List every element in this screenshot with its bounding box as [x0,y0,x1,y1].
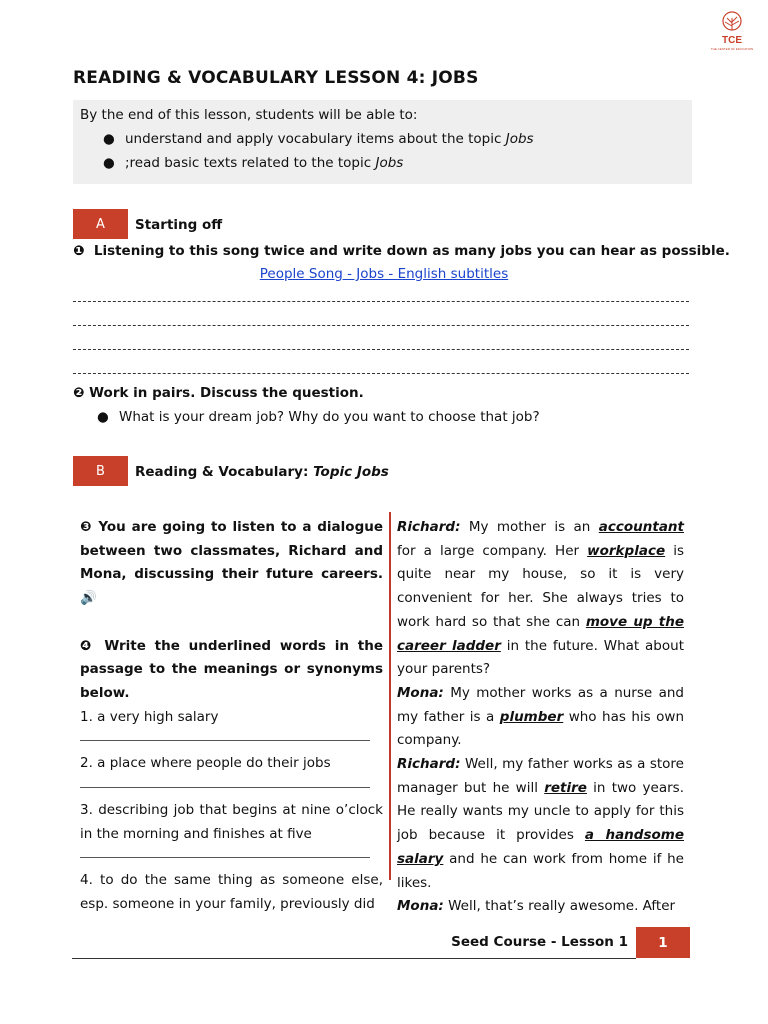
vocab-word: accountant [598,519,684,535]
speaker-name: Mona: [397,898,444,915]
logo-text: TCE [722,35,742,46]
dialogue-text: who has his own company. [397,708,684,749]
answer-line[interactable] [73,325,689,326]
section-b-heading [135,464,389,480]
objectives-box [73,100,692,184]
answer-line[interactable] [73,373,689,374]
question-number: ❷ [73,385,85,401]
dialogue-text: for a large company. Her [397,542,588,559]
dialogue-text: My mother is an [460,519,599,535]
bullet-icon: ● [97,409,109,425]
column-divider [389,512,391,880]
objective-topic: Jobs [375,155,404,171]
dialogue-line [397,895,684,919]
section-b-topic: Topic Jobs [313,464,389,480]
discussion-question: What is your dream job? Why do you want to choose that job? [119,409,540,425]
dialogue-line [397,682,684,753]
dialogue-line [397,753,684,895]
answer-line[interactable] [80,857,370,858]
page-number: 1 [636,927,690,958]
question-text: Write the underlined words in the passage to the meanings or synonyms below. [80,637,383,701]
bullet-icon: ● [103,155,115,171]
question-text: Listening to this song twice and write down as many jobs you can hear as possible. [93,243,730,259]
dialogue-text: and he can work from home if he likes. [397,850,684,891]
speaker-name: Mona: [397,684,444,701]
question-1 [73,243,730,259]
section-b-badge: B [73,456,128,486]
dialogue-text: in two years. He really wants my uncle to apply for this job because it provides [397,779,685,844]
question-3 [80,516,383,611]
answer-line[interactable] [80,740,370,741]
footer-line [72,958,636,959]
dialogue-text: in the future. What about your parents? [397,637,684,678]
answer-line[interactable] [73,301,689,302]
question-2 [73,385,364,401]
dialogue-text: My mother works as a nurse and my father is a [397,684,684,725]
bullet-icon: ● [103,131,115,147]
answer-line[interactable] [73,349,689,350]
meaning-item: 4. to do the same thing as someone else, esp. someone in your family, previously did [80,872,383,913]
vocab-word: a handsome salary [397,827,684,867]
exercise-column [80,516,383,917]
dialogue-line [397,516,684,682]
answer-line[interactable] [80,787,370,788]
question-text: You are going to listen to a dialogue between two classmates, Richard and Mona, discussing their future careers. [80,519,383,583]
dialogue-text: Well, that’s really awesome. After [443,898,676,915]
section-a-badge: A [73,209,128,239]
vocab-word: plumber [499,708,564,725]
song-link[interactable]: People Song - Jobs - English subtitles [259,266,509,282]
question-number: ❶ [73,243,85,259]
vocab-word: workplace [587,542,666,559]
logo-tagline: THE CENTER OF EDUCATION [710,47,754,51]
vocab-word: retire [544,779,587,796]
vocab-word: move up the career ladder [397,613,684,654]
speaker-icon[interactable]: 🔊 [80,590,97,607]
meaning-item: 1. a very high salary [80,708,219,725]
section-a-heading: Starting off [135,217,223,233]
meaning-item: 2. a place where people do their jobs [80,755,331,772]
tce-logo [710,10,754,52]
speaker-name: Richard: [397,519,461,535]
objective-item [103,131,534,147]
objectives-intro: By the end of this lesson, students will be able to: [80,107,418,123]
tree-icon [710,10,754,52]
objective-item [103,155,403,171]
section-b-heading-text: Reading & Vocabulary: [135,464,314,480]
dialogue-text: Well, my father works as a store manager but he will [397,756,684,796]
lesson-title: READING & VOCABULARY LESSON 4: JOBS [73,68,479,88]
question-text: Work in pairs. Discuss the question. [89,385,364,401]
discussion-bullet [97,409,540,425]
footer-course: Seed Course - Lesson 1 [451,934,628,950]
objective-text: understand and apply vocabulary items about the topic [125,131,506,147]
objective-text: ;read basic texts related to the topic [125,155,376,171]
question-number: ❹ [80,637,96,654]
speaker-name: Richard: [397,756,461,773]
objective-topic: Jobs [505,131,534,147]
question-4 [80,635,383,706]
dialogue-text: is quite near my house, so it is very convenient for her. She always tries to work hard so that she can [397,542,684,630]
meaning-item: 3. describing job that begins at nine o’clock in the morning and finishes at five [80,802,383,842]
question-number: ❸ [80,519,93,535]
dialogue-passage [397,516,684,919]
